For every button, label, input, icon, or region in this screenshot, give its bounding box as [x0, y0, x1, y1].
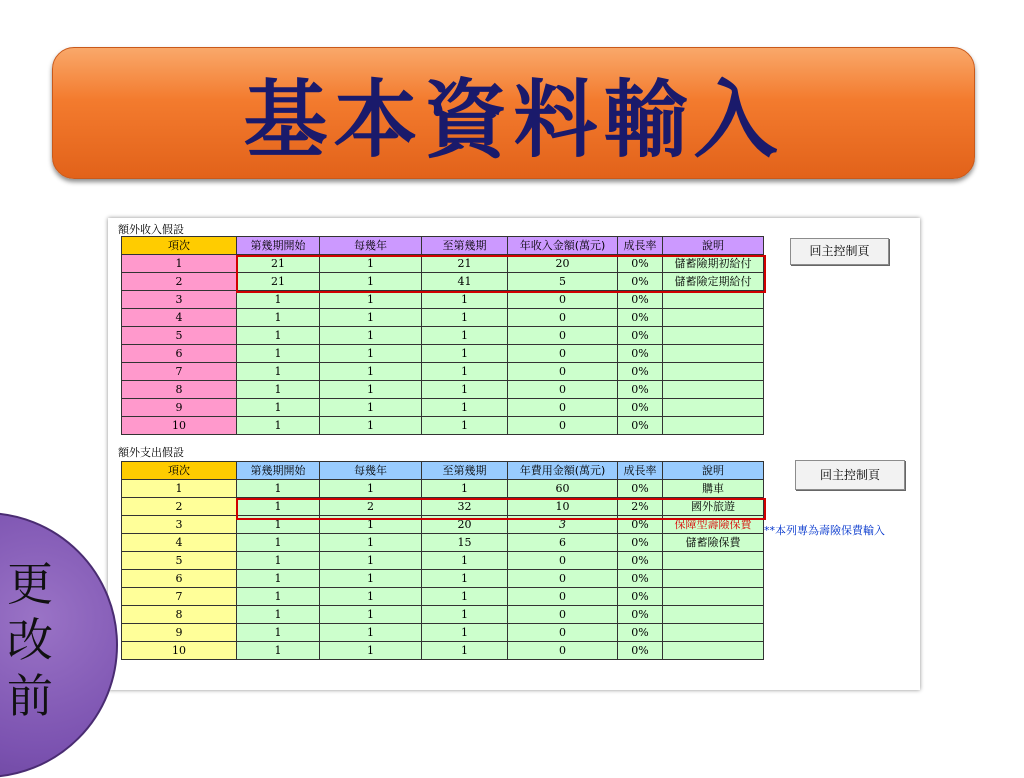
input-cell[interactable]: 0%	[618, 516, 663, 534]
column-header: 第幾期開始	[237, 462, 320, 480]
input-cell[interactable]: 2%	[618, 498, 663, 516]
input-cell[interactable]: 0%	[618, 480, 663, 498]
input-cell[interactable]: 1	[422, 309, 508, 327]
input-cell[interactable]: 15	[422, 534, 508, 552]
input-cell[interactable]: 0	[508, 570, 618, 588]
input-cell[interactable]: 1	[422, 381, 508, 399]
input-cell[interactable]: 1	[422, 399, 508, 417]
column-header: 第幾期開始	[237, 237, 320, 255]
item-number-cell: 4	[122, 534, 237, 552]
input-cell[interactable]: 0%	[618, 588, 663, 606]
input-cell[interactable]: 1	[237, 624, 320, 642]
table-row	[122, 417, 764, 435]
input-cell[interactable]: 1	[320, 327, 422, 345]
input-cell[interactable]: 10	[508, 498, 618, 516]
item-number-cell: 8	[122, 381, 237, 399]
item-number-cell: 7	[122, 588, 237, 606]
input-cell[interactable]: 1	[237, 345, 320, 363]
input-cell[interactable]: 0%	[618, 363, 663, 381]
input-cell[interactable]: 1	[320, 381, 422, 399]
input-cell[interactable]: 1	[237, 327, 320, 345]
item-number-cell: 9	[122, 624, 237, 642]
input-cell[interactable]: 1	[320, 606, 422, 624]
table-header-row	[122, 237, 764, 255]
input-cell[interactable]: 1	[422, 624, 508, 642]
input-cell[interactable]	[663, 363, 764, 381]
column-header: 成長率	[618, 237, 663, 255]
input-cell[interactable]: 1	[422, 345, 508, 363]
page-title: 基本資料輸入	[243, 70, 784, 169]
input-cell[interactable]: 0	[508, 345, 618, 363]
input-cell[interactable]: 1	[422, 363, 508, 381]
column-header: 項次	[122, 462, 237, 480]
input-cell[interactable]: 1	[237, 534, 320, 552]
table-row	[122, 363, 764, 381]
input-cell[interactable]	[663, 417, 764, 435]
input-cell[interactable]: 1	[320, 534, 422, 552]
table-row	[122, 480, 764, 498]
input-cell[interactable]: 0%	[618, 606, 663, 624]
item-number-cell: 6	[122, 345, 237, 363]
item-number-cell: 2	[122, 498, 237, 516]
input-cell[interactable]: 1	[422, 570, 508, 588]
input-cell[interactable]: 1	[320, 363, 422, 381]
table-row	[122, 327, 764, 345]
table-row	[122, 552, 764, 570]
item-number-cell: 5	[122, 552, 237, 570]
input-cell[interactable]: 32	[422, 498, 508, 516]
input-cell[interactable]: 國外旅遊	[663, 498, 764, 516]
input-cell[interactable]	[663, 327, 764, 345]
income-section-label: 額外收入假設	[118, 223, 184, 236]
input-cell[interactable]: 21	[237, 255, 320, 273]
input-cell[interactable]: 5	[508, 273, 618, 291]
input-cell[interactable]: 儲蓄險保費	[663, 534, 764, 552]
input-cell[interactable]: 1	[320, 588, 422, 606]
input-cell[interactable]: 1	[237, 606, 320, 624]
input-cell[interactable]: 1	[320, 273, 422, 291]
input-cell[interactable]: 0	[508, 381, 618, 399]
input-cell[interactable]: 0%	[618, 381, 663, 399]
table-row	[122, 588, 764, 606]
input-cell[interactable]: 1	[237, 516, 320, 534]
item-number-cell: 3	[122, 291, 237, 309]
input-cell[interactable]: 0%	[618, 417, 663, 435]
input-cell[interactable]: 0	[508, 327, 618, 345]
input-cell[interactable]: 1	[237, 363, 320, 381]
table-row	[122, 399, 764, 417]
input-cell[interactable]: 0%	[618, 273, 663, 291]
input-cell[interactable]: 0%	[618, 624, 663, 642]
item-number-cell: 1	[122, 480, 237, 498]
item-number-cell: 4	[122, 309, 237, 327]
item-number-cell: 8	[122, 606, 237, 624]
table-header-row	[122, 462, 764, 480]
badge-char: 更	[7, 557, 53, 611]
title-banner	[52, 47, 975, 179]
input-cell[interactable]: 儲蓄險期初給付	[663, 255, 764, 273]
input-cell[interactable]: 1	[320, 624, 422, 642]
input-cell[interactable]: 20	[422, 516, 508, 534]
input-cell[interactable]: 1	[237, 309, 320, 327]
item-number-cell: 7	[122, 363, 237, 381]
input-cell[interactable]: 0%	[618, 570, 663, 588]
item-number-cell: 10	[122, 642, 237, 660]
table-row	[122, 534, 764, 552]
income-back-to-main-button[interactable]: 回主控制頁	[790, 238, 889, 265]
input-cell[interactable]: 0%	[618, 327, 663, 345]
input-cell[interactable]: 6	[508, 534, 618, 552]
input-cell[interactable]: 1	[320, 291, 422, 309]
input-cell[interactable]: 0	[508, 309, 618, 327]
input-cell[interactable]: 0	[508, 624, 618, 642]
input-cell[interactable]	[663, 606, 764, 624]
input-cell[interactable]: 0%	[618, 552, 663, 570]
input-cell[interactable]: 0%	[618, 345, 663, 363]
table-row	[122, 624, 764, 642]
input-cell[interactable]: 1	[237, 588, 320, 606]
input-cell[interactable]	[663, 552, 764, 570]
input-cell[interactable]: 1	[320, 516, 422, 534]
input-cell[interactable]	[663, 570, 764, 588]
input-cell[interactable]: 1	[237, 399, 320, 417]
column-header: 說明	[663, 237, 764, 255]
badge-char: 改	[7, 613, 53, 667]
input-cell[interactable]: 0%	[618, 534, 663, 552]
input-cell[interactable]: 1	[320, 255, 422, 273]
input-cell[interactable]: 21	[422, 255, 508, 273]
input-cell[interactable]: 1	[237, 381, 320, 399]
input-cell[interactable]: 41	[422, 273, 508, 291]
table-row	[122, 606, 764, 624]
input-cell[interactable]: 0%	[618, 399, 663, 417]
input-cell[interactable]: 0%	[618, 255, 663, 273]
item-number-cell: 9	[122, 399, 237, 417]
column-header: 至第幾期	[422, 237, 508, 255]
input-cell[interactable]: 1	[237, 291, 320, 309]
input-cell[interactable]: 0	[508, 588, 618, 606]
input-cell[interactable]: 0	[508, 399, 618, 417]
input-cell[interactable]	[663, 291, 764, 309]
input-cell[interactable]: 20	[508, 255, 618, 273]
input-cell[interactable]: 1	[422, 552, 508, 570]
input-cell[interactable]	[663, 309, 764, 327]
item-number-cell: 1	[122, 255, 237, 273]
input-cell[interactable]: 1	[422, 480, 508, 498]
column-header: 每幾年	[320, 237, 422, 255]
input-cell[interactable]: 1	[422, 291, 508, 309]
item-number-cell: 6	[122, 570, 237, 588]
input-cell[interactable]: 0	[508, 291, 618, 309]
input-cell[interactable]: 購車	[663, 480, 764, 498]
input-cell[interactable]: 1	[237, 570, 320, 588]
input-cell[interactable]: 3	[508, 516, 618, 534]
input-cell[interactable]	[663, 642, 764, 660]
input-cell[interactable]: 0%	[618, 309, 663, 327]
table-row	[122, 309, 764, 327]
input-cell[interactable]: 1	[422, 606, 508, 624]
input-cell[interactable]: 0	[508, 417, 618, 435]
input-cell[interactable]	[663, 381, 764, 399]
item-number-cell: 3	[122, 516, 237, 534]
input-cell[interactable]	[663, 624, 764, 642]
input-cell[interactable]: 0	[508, 363, 618, 381]
input-cell[interactable]: 1	[237, 498, 320, 516]
before-change-label	[5, 556, 55, 724]
input-cell[interactable]: 1	[422, 327, 508, 345]
input-cell[interactable]	[663, 588, 764, 606]
item-number-cell: 2	[122, 273, 237, 291]
input-cell[interactable]: 1	[320, 570, 422, 588]
item-number-cell: 5	[122, 327, 237, 345]
column-header: 年費用金額(萬元)	[508, 462, 618, 480]
column-header: 項次	[122, 237, 237, 255]
table-row	[122, 381, 764, 399]
input-cell[interactable]: 1	[320, 417, 422, 435]
input-cell[interactable]: 0	[508, 642, 618, 660]
input-cell[interactable]: 1	[320, 480, 422, 498]
column-header: 至第幾期	[422, 462, 508, 480]
input-cell[interactable]: 0	[508, 606, 618, 624]
input-cell[interactable]: 1	[237, 480, 320, 498]
input-cell[interactable]: 1	[320, 345, 422, 363]
table-row	[122, 255, 764, 273]
table-row	[122, 498, 764, 516]
income-table	[121, 236, 764, 435]
column-header: 成長率	[618, 462, 663, 480]
input-cell[interactable]: 1	[320, 399, 422, 417]
input-cell[interactable]: 1	[422, 417, 508, 435]
input-cell[interactable]: 1	[237, 417, 320, 435]
item-number-cell: 10	[122, 417, 237, 435]
table-row	[122, 345, 764, 363]
column-header: 年收入金額(萬元)	[508, 237, 618, 255]
table-row	[122, 273, 764, 291]
input-cell[interactable]: 0%	[618, 642, 663, 660]
input-cell[interactable]: 0%	[618, 291, 663, 309]
input-cell[interactable]	[663, 399, 764, 417]
badge-char: 前	[7, 669, 53, 723]
input-cell[interactable]: 儲蓄險定期給付	[663, 273, 764, 291]
expense-back-to-main-button[interactable]: 回主控制頁	[795, 460, 905, 490]
table-row	[122, 516, 764, 534]
table-row	[122, 570, 764, 588]
input-cell[interactable]: 1	[422, 642, 508, 660]
input-cell[interactable]: 1	[237, 642, 320, 660]
input-cell[interactable]: 1	[320, 552, 422, 570]
expense-section-label: 額外支出假設	[118, 446, 184, 459]
expense-table	[121, 461, 764, 660]
input-cell[interactable]: 1	[320, 309, 422, 327]
column-header: 說明	[663, 462, 764, 480]
premium-note: **本列專為壽險保費輸入	[764, 524, 885, 537]
input-cell[interactable]	[663, 345, 764, 363]
column-header: 每幾年	[320, 462, 422, 480]
input-cell[interactable]: 1	[422, 588, 508, 606]
input-cell[interactable]: 2	[320, 498, 422, 516]
input-cell[interactable]: 1	[237, 552, 320, 570]
spreadsheet-panel	[108, 218, 920, 690]
input-cell[interactable]: 1	[320, 642, 422, 660]
table-row	[122, 291, 764, 309]
input-cell[interactable]: 保障型壽險保費	[663, 516, 764, 534]
table-row	[122, 642, 764, 660]
input-cell[interactable]: 0	[508, 552, 618, 570]
input-cell[interactable]: 60	[508, 480, 618, 498]
input-cell[interactable]: 21	[237, 273, 320, 291]
